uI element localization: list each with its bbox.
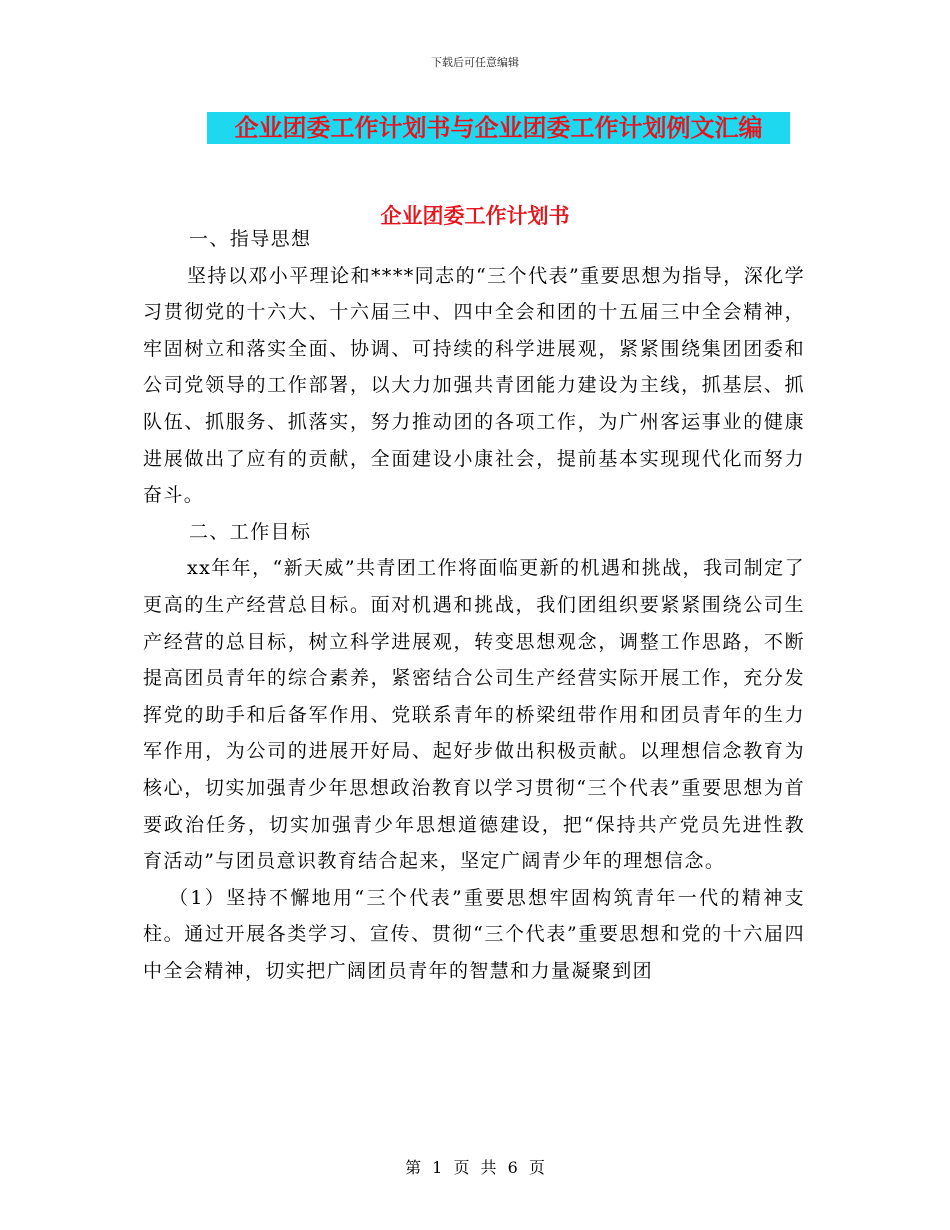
paragraph-item-1: （1）坚持不懈地用“三个代表”重要思想牢固构筑青年一代的精神支柱。通过开展各类学习、宣传、贯彻“三个代表”重要思想和党的十六届四中全会精神，切实把广阔团员青年的智慧和力量凝聚到团 bbox=[143, 886, 805, 982]
document-body bbox=[143, 221, 805, 989]
main-title-container bbox=[207, 112, 790, 144]
page-header-note: 下载后可任意编辑 bbox=[431, 56, 519, 69]
document-main-title: 企业团委工作计划书与企业团委工作计划例文汇编 bbox=[207, 112, 790, 144]
section-heading-guiding-ideology: 一、指导思想 bbox=[189, 228, 312, 250]
section-heading-work-goals: 二、工作目标 bbox=[189, 520, 312, 543]
page-footer-number: 第 1 页 共 6 页 bbox=[405, 1158, 545, 1177]
paragraph-guiding-ideology: 坚持以邓小平理论和****同志的“三个代表”重要思想为指导，深化学习贯彻党的十六大、十六届三中、四中全会和团的十五届三中全会精神，牢固树立和落实全面、协调、可持续的科学进展观，紧紧围绕集团团委和公司党领导的工作部署，以大力加强共青团能力建设为主线，抓基层、抓队伍、抓服务、抓落实，努力推动团的各项工作，为广州客运事业的健康进展做出了应有的贡献，全面建设小康社会，提前基本实现现代化而努力奋斗。 bbox=[143, 264, 805, 507]
document-sub-title: 企业团委工作计划书 bbox=[380, 204, 570, 228]
paragraph-work-goals: xx年年，“新天威”共青团工作将面临更新的机遇和挑战，我司制定了更高的生产经营总目标。面对机遇和挑战，我们团组织要紧紧围绕公司生产经营的总目标，树立科学进展观，转变思想观念，调整工作思路，不断提高团员青年的综合素养，紧密结合公司生产经营实际开展工作，充分发挥党的助手和后备军作用、党联系青年的桥梁纽带作用和团员青年的生力军作用，为公司的进展开好局、起好步做出积极贡献。以理想信念教育为核心，切实加强青少年思想政治教育以学习贯彻“三个代表”重要思想为首要政治任务，切实加强青少年思想道德建设，把“保持共产党员先进性教育活动”与团员意识教育结合起来，坚定广阔青少年的理想信念。 bbox=[143, 557, 805, 873]
